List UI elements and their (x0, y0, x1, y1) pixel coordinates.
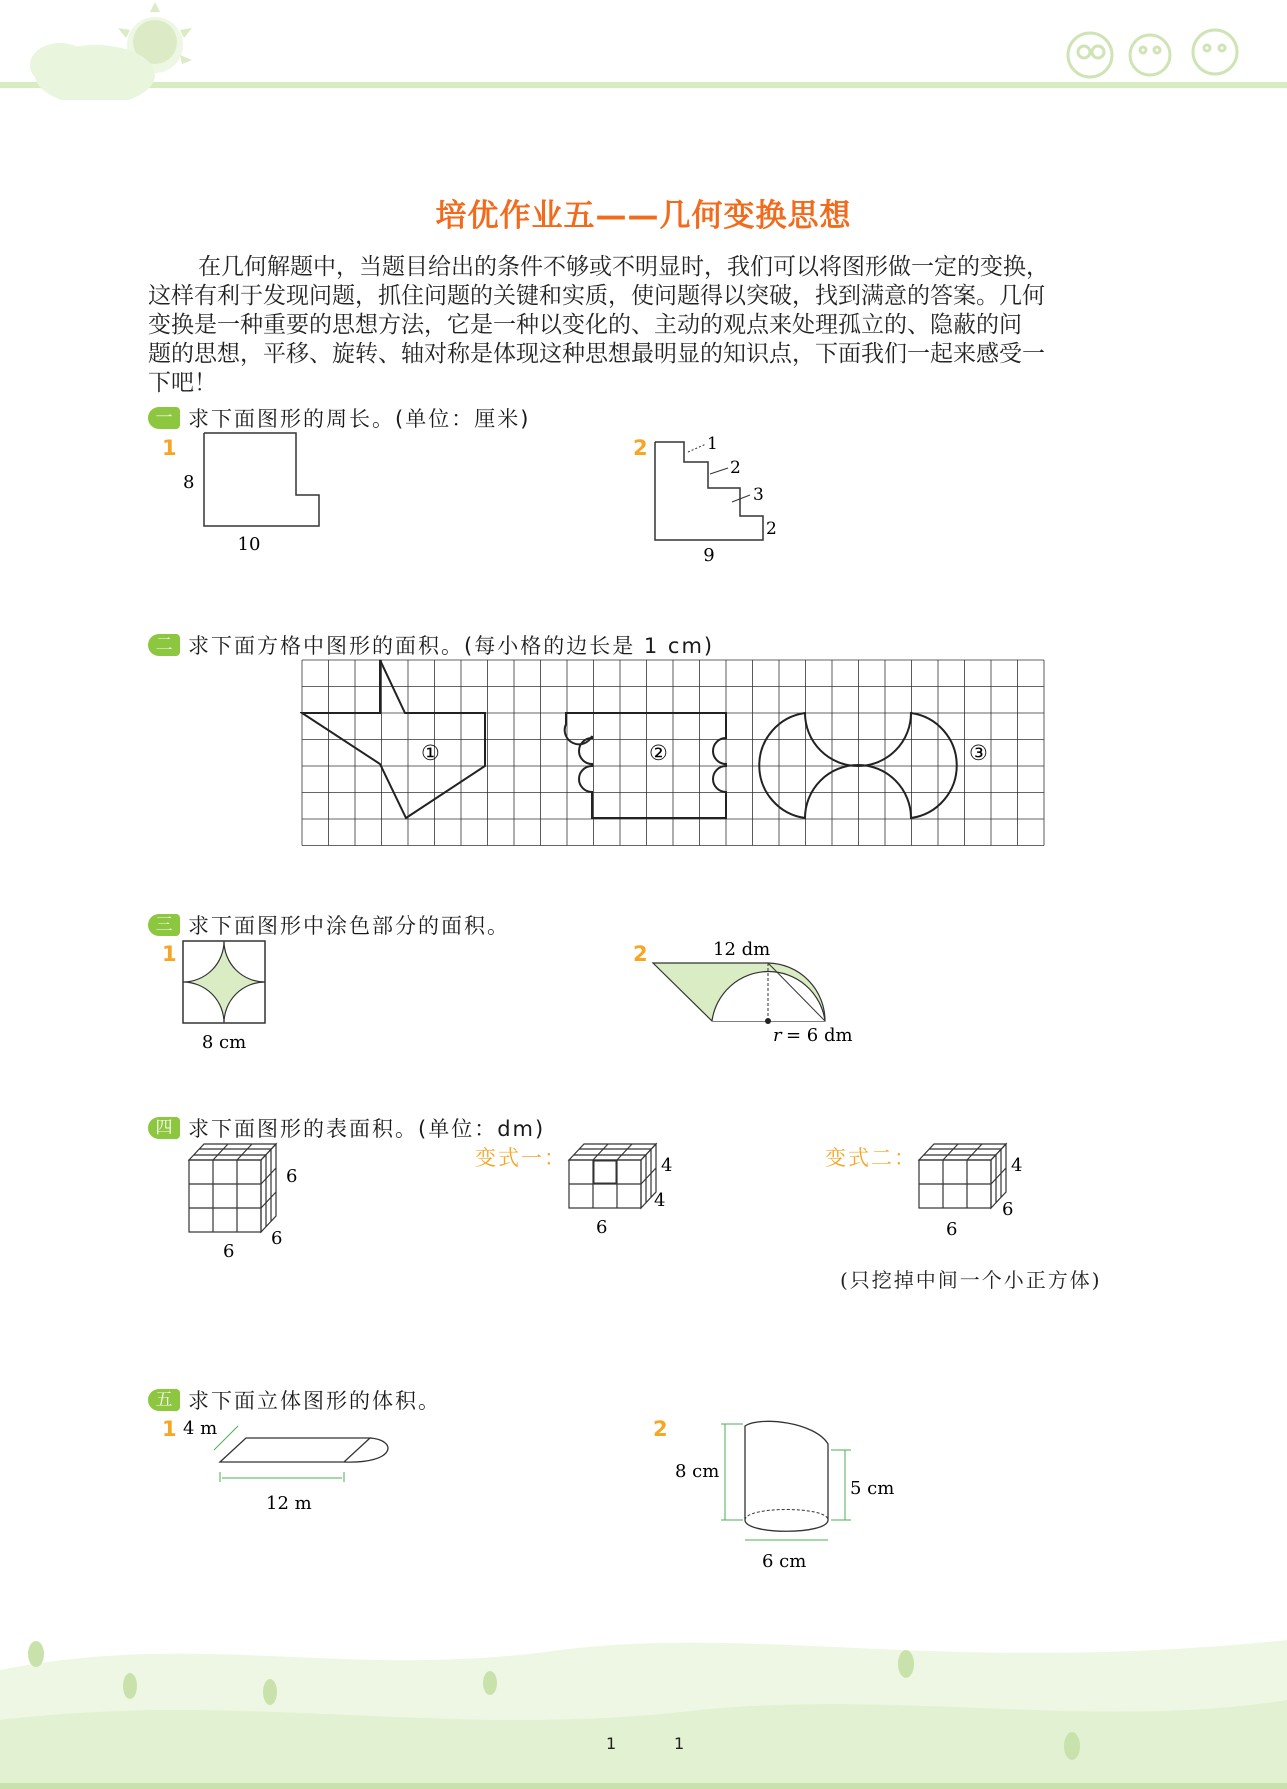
section-1-heading (148, 403, 530, 433)
cube-figure (180, 1138, 310, 1268)
intro-line: 这样有利于发现问题，抓住问题的关键和实质，使问题得以突破，找到满意的答案。几何 (148, 283, 1045, 309)
l-shape-figure (175, 430, 335, 560)
figure-label: ① (421, 741, 440, 765)
dim-label: 12 dm (713, 939, 771, 960)
area-grid (300, 658, 1045, 848)
section-title: 求下面图形中涂色部分的面积。 (188, 914, 510, 938)
dim-label: 6 (596, 1217, 608, 1238)
question-number: 1 (162, 1417, 177, 1441)
dim-label: 5 cm (850, 1478, 895, 1499)
dim-label: 8 (183, 472, 195, 493)
dim-label: 1 (707, 434, 718, 454)
shaded-square-figure (180, 938, 280, 1056)
dim-label: 12 m (266, 1493, 312, 1514)
semicircle-parallelogram-figure (650, 935, 860, 1050)
dim-label: 9 (703, 545, 715, 566)
dim-label: 10 (237, 534, 261, 555)
section-2-heading (148, 630, 714, 660)
section-badge: 五 (148, 1389, 180, 1411)
cube-variant-2-figure (910, 1138, 1030, 1253)
cut-cylinder-figure (665, 1410, 915, 1580)
dim-label: 4 (654, 1190, 666, 1211)
question-number: 1 (162, 942, 177, 966)
intro-paragraph (148, 253, 1155, 398)
cube-variant-1-figure (560, 1138, 680, 1248)
section-title: 求下面图形的表面积。(单位：dm) (188, 1117, 546, 1141)
section-badge: 一 (148, 407, 180, 429)
section-badge: 二 (148, 634, 180, 656)
dim-label: 6 (271, 1228, 283, 1249)
footer-decoration (0, 1630, 1287, 1789)
grid-figure-1 (302, 660, 485, 818)
animal-icons (1068, 30, 1237, 77)
figure-label: ② (649, 741, 668, 765)
half-cylinder-figure (180, 1412, 410, 1527)
header-decoration (0, 0, 1287, 100)
dim-label: 6 (946, 1219, 958, 1240)
figure-label: ③ (969, 741, 988, 765)
dim-label: 4 (661, 1155, 673, 1176)
note-text: (只挖掉中间一个小正方体) (840, 1268, 1102, 1292)
dim-label: 3 (753, 485, 764, 505)
variant-label: 变式一： (475, 1146, 567, 1170)
section-title: 求下面立体图形的体积。 (188, 1389, 441, 1413)
dim-label: 2 (730, 458, 741, 478)
staircase-figure (650, 432, 790, 572)
question-number: 2 (633, 942, 648, 966)
section-badge: 四 (148, 1117, 180, 1139)
question-number: 1 (162, 436, 177, 460)
section-3-heading (148, 910, 510, 940)
page-number: 1 (606, 1734, 617, 1753)
question-number: 2 (653, 1417, 668, 1441)
dim-label: 8 cm (201, 1032, 247, 1053)
grid-figure-3 (759, 713, 956, 818)
dim-label: 6 (286, 1166, 298, 1187)
grid-figure-2 (565, 713, 726, 818)
dim-label: 6 (223, 1241, 235, 1262)
section-title: 求下面方格中图形的面积。(每小格的边长是 1 cm) (188, 634, 715, 658)
dim-label: 4 m (183, 1418, 218, 1439)
variant-label: 变式二： (825, 1146, 917, 1170)
page-title: 培优作业五——几何变换思想 (435, 198, 852, 234)
dim-label: 8 cm (675, 1461, 720, 1482)
dim-label: 2 (766, 519, 777, 539)
intro-line: 变换是一种重要的思想方法，它是一种以变化的、主动的观点来处理孤立的、隐蔽的问 (148, 312, 1022, 338)
dim-label: 6 cm (762, 1551, 807, 1572)
dim-label: 4 (1011, 1155, 1023, 1176)
dim-label: 6 (1002, 1199, 1014, 1220)
section-title: 求下面图形的周长。(单位：厘米) (188, 407, 531, 431)
dim-label: = 6 dm (786, 1025, 853, 1046)
radius-var: r (773, 1025, 782, 1046)
intro-line: 在几何解题中，当题目给出的条件不够或不明显时，我们可以将图形做一定的变换， (198, 254, 1049, 280)
section-5-heading (148, 1385, 441, 1415)
question-number: 2 (633, 436, 648, 460)
page-number: 1 (674, 1734, 685, 1753)
intro-line: 题的思想，平移、旋转、轴对称是体现这种思想最明显的知识点，下面我们一起来感受一 (148, 341, 1045, 367)
section-badge: 三 (148, 914, 180, 936)
intro-line: 下吧！ (148, 370, 217, 396)
